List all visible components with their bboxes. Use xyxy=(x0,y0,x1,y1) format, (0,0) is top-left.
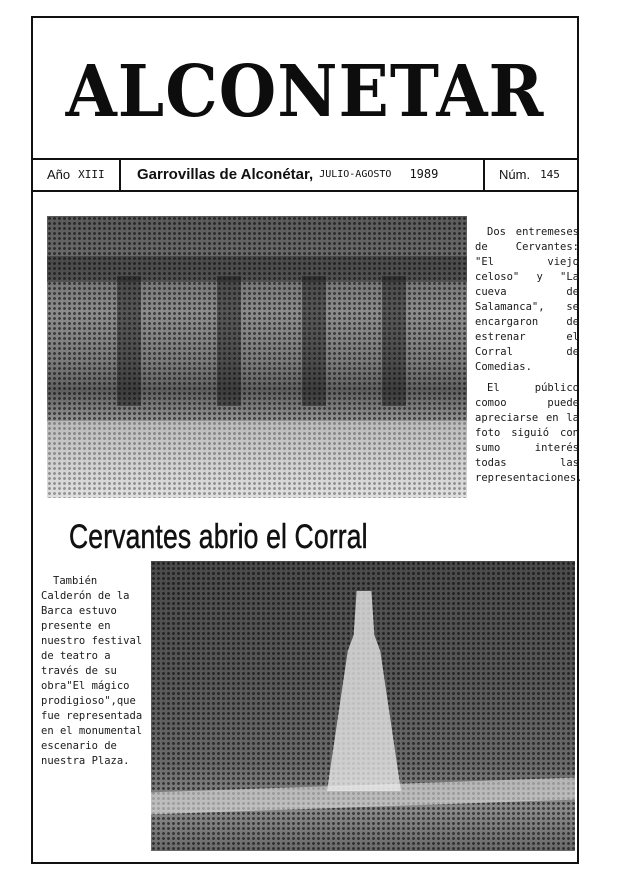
photo-pillar-shape xyxy=(302,276,326,406)
page-frame xyxy=(31,16,583,864)
issue-info-bar xyxy=(33,158,577,192)
issue-number: 145 xyxy=(540,167,560,181)
photo-pillar-shape xyxy=(217,276,241,406)
newspaper-title: ALCONETAR xyxy=(65,48,545,134)
masthead xyxy=(33,18,577,160)
article-headline: Cervantes abrio el Corral xyxy=(69,518,368,556)
bottom-caption-paragraph-1: También Calderón de la Barca estuvo presente en nuestro festival de teatro a través de su obra"El mágico prodigioso",que fue representada en el monumental escenario de nuestra Plaza. xyxy=(41,575,143,767)
photo-floor-shape xyxy=(47,421,467,498)
issue-year-cell xyxy=(33,158,121,190)
issue-year: 1989 xyxy=(409,167,439,181)
issue-months: JULIO-AGOSTO xyxy=(319,168,392,180)
top-caption-paragraph-2: El público comoo puede apreciarse en la foto siguió con sumo interés todas las representaciones. xyxy=(475,382,583,484)
year-roman-numeral: XIII xyxy=(78,167,105,181)
number-label: Núm. xyxy=(499,166,531,182)
stage-performer-photo xyxy=(151,561,575,851)
theatre-audience-photo xyxy=(47,216,467,498)
issue-number-cell xyxy=(485,158,577,190)
photo-pillar-shape xyxy=(382,276,406,406)
photo-pillar-shape xyxy=(117,276,141,406)
top-caption-paragraph-1: Dos entremeses de Cervantes: "El viejo celoso" y "La cueva de Salamanca", se encargaron de estrenar el Corral de Comedias. xyxy=(475,226,579,373)
place-name: Garrovillas de Alconétar, xyxy=(137,165,314,183)
year-label: Año xyxy=(47,166,71,182)
photo-performer-shape xyxy=(327,591,401,791)
issue-place-date-cell xyxy=(121,158,485,190)
bottom-photo-caption xyxy=(41,574,149,769)
top-photo-caption xyxy=(475,225,583,492)
